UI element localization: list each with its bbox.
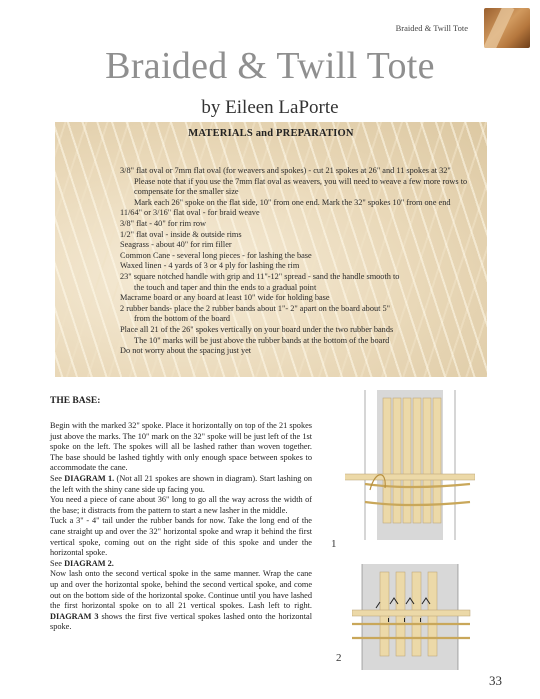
base-paragraph: You need a piece of cane about 36" long to go all the way across the width of the base; it distracts from the pattern to start a new lasher in the middle.	[50, 495, 312, 515]
diagram-reference: DIAGRAM 3	[50, 611, 99, 621]
page-title: Braided & Twill Tote	[105, 45, 435, 87]
materials-heading: MATERIALS and PREPARATION	[188, 128, 354, 139]
materials-item: Waxed linen - 4 yards of 3 or 4 ply for lashing the rim	[120, 261, 300, 271]
running-header	[0, 0, 540, 50]
base-paragraph: Begin with the marked 32" spoke. Place it horizontally on top of the 21 spokes just above the marks. The 10" mark on the 32" spoke will be just left of the 1st spoke on the left. The spokes will all be lashed rather than woven together. The base should be lashed tightly with only enough space between spokes to accommodate the cane.	[50, 421, 312, 473]
diagram-reference: DIAGRAM 2.	[64, 558, 114, 568]
base-paragraph: Now lash onto the second vertical spoke in the same manner. Wrap the cane up and over the horizontal spoke, behind the second vertical spoke, and come out on the bottom side of the horizontal spoke. Continue until you have lashed the first horizontal spoke on to all 21 vertical spokes. Lash left to right. DIAGRAM 3 shows the first five vertical spokes lashed onto the horizontal spoke.	[50, 569, 312, 632]
base-paragraph: Tuck a 3" - 4" tail under the rubber bands for now. Take the long end of the cane straight up and over the 32" horizontal spoke and wrap it behind the first vertical spoke, coming out on the right side of this spoke and under the horizontal spoke.	[50, 516, 312, 558]
materials-item: 11/64" or 3/16" flat oval - for braid weave	[120, 208, 260, 218]
materials-item: The 10" marks will be just above the rubber bands at the bottom of the board	[134, 335, 390, 345]
materials-item: compensate for the smaller size	[134, 187, 239, 197]
materials-item: 3/8" flat - 40" for rim row	[120, 218, 207, 228]
materials-item: Mark each 26" spoke on the flat side, 10" from one end. Mark the 32" spokes 10" from one end	[134, 197, 451, 207]
diagram-reference: DIAGRAM 1.	[64, 473, 115, 483]
base-instructions	[50, 421, 312, 633]
base-paragraph: See DIAGRAM 1. (Not all 21 spokes are shown in diagram). Start lashing on the left with the shiny cane side up facing you.	[50, 473, 312, 494]
diagram-1	[331, 390, 475, 550]
diagram-2-label: 2	[336, 652, 342, 664]
materials-item: 3/8" flat oval or 7mm flat oval (for weavers and spokes) - cut 21 spokes at 26" and 11 spokes at 32"	[120, 166, 451, 175]
base-heading: THE BASE:	[50, 396, 101, 406]
materials-item: Macrame board or any board at least 10" wide for holding base	[120, 293, 330, 303]
materials-item: 1/2" flat oval - inside & outside rims	[120, 229, 242, 239]
materials-item: the touch and taper and thin the ends to a gradual point	[134, 282, 317, 292]
materials-item: Place all 21 of the 26" spokes vertically on your board under the two rubber bands	[120, 324, 394, 334]
materials-item: Seagrass - about 40" for rim filler	[120, 240, 232, 250]
materials-item: Common Cane - several long pieces - for lashing the base	[120, 250, 312, 260]
diagram-2	[336, 560, 472, 670]
materials-item: Do not worry about the spacing just yet	[120, 346, 252, 356]
materials-item: from the bottom of the board	[134, 314, 231, 324]
tote-basket-thumbnail-icon	[484, 8, 530, 48]
diagram-1-illustration	[345, 390, 475, 540]
diagram-1-label: 1	[331, 538, 337, 550]
materials-item: 23" square notched handle with grip and 11"-12" spread - sand the handle smooth to	[120, 271, 400, 281]
base-paragraph: See DIAGRAM 2.	[50, 558, 114, 568]
page-number: 33	[489, 673, 502, 688]
author-byline: by Eileen LaPorte	[201, 97, 339, 118]
materials-panel	[55, 122, 487, 377]
materials-item: 2 rubber bands- place the 2 rubber bands about 1"- 2" apart on the board about 5"	[120, 303, 391, 313]
diagram-2-illustration	[352, 560, 472, 670]
materials-list	[120, 166, 480, 357]
running-header-title: Braided & Twill Tote	[395, 23, 468, 33]
materials-item: Please note that if you use the 7mm flat oval as weavers, you will need to weave a few more rows to	[134, 176, 468, 186]
